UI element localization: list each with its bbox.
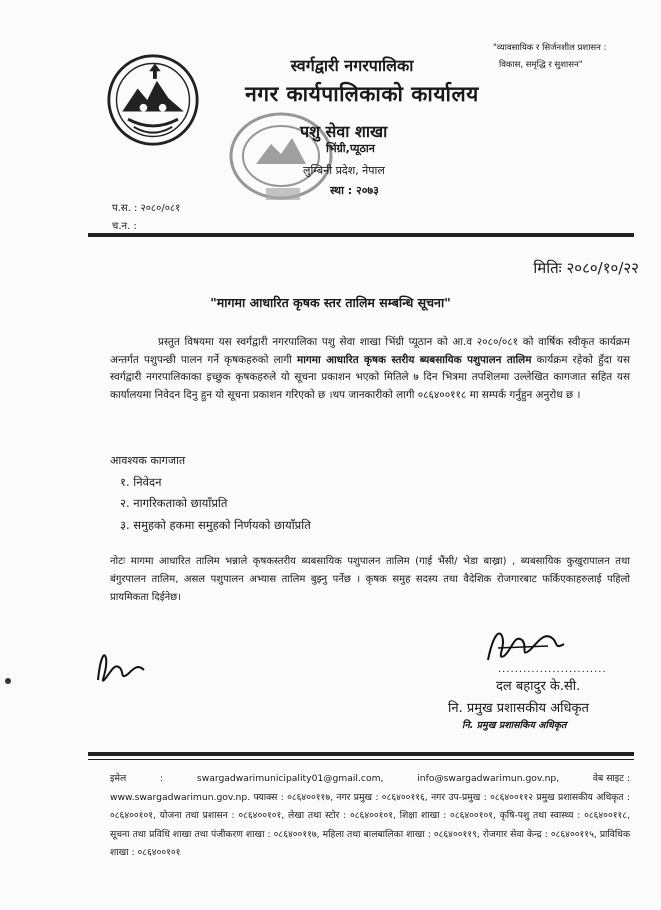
- document-date: मितिः २०८०/१०/२२: [533, 259, 639, 277]
- notice-body: [110, 334, 630, 404]
- signatory-designation: नि. प्रमुख प्रशासकीय अधिकृत: [448, 701, 589, 716]
- signatory-name: दल बहादुर के.सी.: [496, 679, 581, 694]
- signature-officer-icon: [478, 620, 568, 670]
- body-text-2: कार्यक्रम रहेको हुँदा यस स्वर्गद्वारी नगरपालिकाका इच्छुक कृषकहरुले यो सूचना प्रकाशन भएको मितिले ७ दिन भित्रमा तपशिलमा उल्लेखित कागजात सहित यस कार्यालयमा निवेदन दिनु हुन यो सूचना प्रकाशन गरिएको छ ।थप जानकारीको लागी ०८६४००११८ मा सम्पर्क गर्नुहुन अनुरोध छ ।: [110, 353, 630, 401]
- footer-email-row: [110, 770, 630, 789]
- requirement-item: १. निवेदन: [120, 475, 162, 489]
- ps-number: प.स. : २०८०/०८१: [112, 203, 181, 214]
- scan-dot: [5, 678, 11, 684]
- footer-contacts: [110, 770, 630, 863]
- signature-left-icon: [90, 640, 150, 690]
- footer-contact-text: www.swargadwarimun.gov.np. फ्याक्स : ०८६४००११७, नगर प्रमुख : ०८६४००११६, नगर उप-प्रमुख : ०८६४००११२ प्रमुख प्रशासकीय अधिकृत : ०८६४००१०१, योजना तथा प्रशासन : ०८६४००१०१, लेखा तथा स्टोर : ०८६४००१०१, शिक्षा शाखा : ०८६४००१०१, कृषि-पशु तथा स्वास्थ्य : ०८६४००११८, सूचना तथा प्रविधि शाखा तथा पंजीकरण शाखा : ०८६४००११७, महिला तथा बालबालिका शाखा : ०८६४००११९, रोजगार सेवा केन्द्र : ०८६४००११५, प्राविधिक शाखा : ०८६४००१०१: [110, 791, 630, 858]
- motto-line-1: "व्यावसायिक र सिर्जनशील प्रशासन :: [493, 43, 607, 53]
- requirements-title: आवश्यक कागजात: [110, 454, 186, 467]
- body-text-1: प्रस्तुत विषयमा यस स्वर्गद्वारी नगरपालिका पशु सेवा शाखा भिंग्री प्यूठान को आ.व २०८०/०८१ को वार्षिक स्वीकृत कार्यक्रम अन्तर्गत पशुपन्छी पालन गर्ने कृषकहरुको लागी: [110, 336, 630, 366]
- requirement-item: २. नागरिकताको छायाँप्रति: [120, 496, 228, 510]
- notice-subject: "मागमा आधारित कृषक स्तर तालिम सम्बन्धि सूचना": [210, 295, 451, 310]
- footer-divider-thin: [88, 759, 634, 760]
- footer-divider: [88, 752, 634, 756]
- motto-line-2: विकास, समृद्धि र सुशासन": [499, 60, 583, 70]
- section-name: पशु सेवा शाखा: [300, 122, 388, 141]
- requirement-item: ३. समुहको हकमा समुहको निर्णयको छायाँप्रति: [120, 518, 311, 532]
- office-name: नगर कार्यपालिकाको कार्यालय: [245, 82, 479, 106]
- province: लुम्बिनी प्रदेश, नेपाल: [303, 164, 385, 177]
- motto: [493, 40, 643, 74]
- header-divider: [88, 233, 634, 237]
- municipality-name: स्वर्गद्वारी नगरपालिका: [290, 56, 414, 75]
- place: भिंग्री,प्यूठान: [326, 142, 375, 155]
- designation-stamp: नि. प्रमुख प्रशासकिय अधिकृत: [462, 720, 567, 731]
- note: नोटः मागमा आधारित तालिम भन्नाले कृषकस्तरीय ब्यबसायिक पशुपालन तालिम (गाई भैंसी/ भेडा बाख्रा) , ब्यबसायिक कुखुरापालन तथा बंगुरपालन तालिम, असल पशुपालन अभ्यास तालिम बुझ्नु पर्नेछ । कृषक समुह सदस्य तथा वैदेशिक रोजगारबाट फर्किएकाहरुलाई पहिलो प्रायमिकता दिईनेछ।: [110, 556, 630, 603]
- cn-number: च.न. :: [112, 221, 137, 232]
- nepal-emblem-icon: [104, 52, 202, 148]
- body-program-name: मागमा आधारित कृषक स्तरीय ब्यबसायिक पशुपालन तालिम: [296, 353, 532, 366]
- signature-dots: ..........................: [498, 664, 607, 675]
- established: स्था : २०७३: [330, 184, 379, 197]
- website-label: वेब साइट :: [592, 773, 630, 784]
- email-colon: :: [160, 773, 164, 784]
- email-link-2[interactable]: info@swargadwarimun.gov.np,: [417, 773, 560, 784]
- email-link-1[interactable]: swargadwarimunicipality01@gmail.com,: [196, 773, 384, 784]
- email-label: इमेल: [110, 773, 127, 784]
